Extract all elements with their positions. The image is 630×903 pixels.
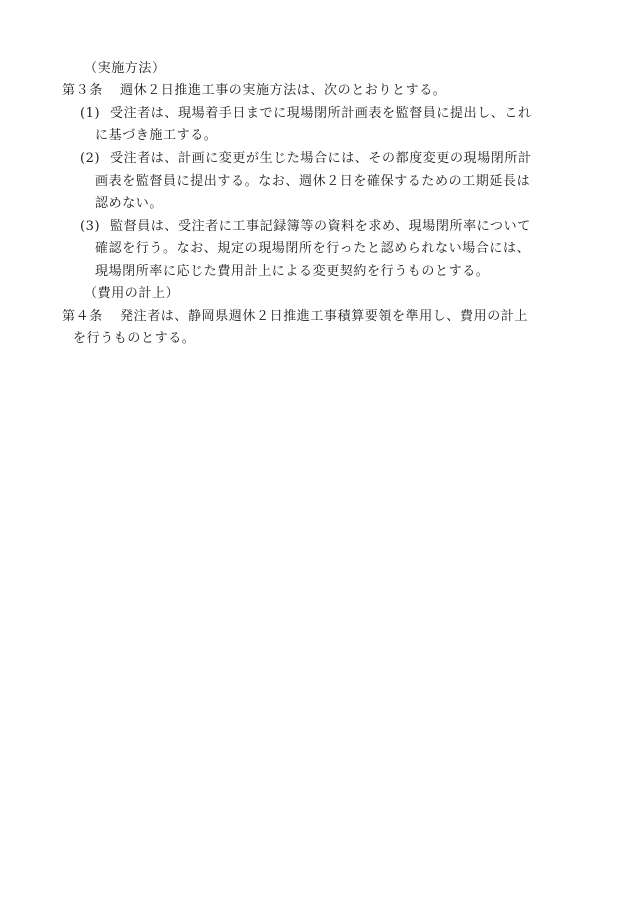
item-1-line-1: 受注者は、現場着手日までに現場閉所計画表を監督員に提出し、これ [110,106,532,121]
item-3-line-1: 監督員は、受注者に工事記録簿等の資料を求め、現場閉所率について [110,219,531,234]
article-4-heading: （費用の計上） [84,286,180,301]
item-3-line-3: 現場閉所率に応じた費用計上による変更契約を行うものとする。 [95,264,490,279]
item-3-line-2: 確認を行う。なお、規定の現場閉所を行ったと認められない場合には、 [95,241,531,256]
article-3-text: 週休２日推進工事の実施方法は、次のとおりとする。 [120,83,447,98]
article-4-label: 第４条 [62,309,103,324]
article-4-line-2: を行うものとする。 [73,331,196,346]
item-2-line-3: 認めない。 [95,196,164,211]
article-4-line-1: 発注者は、静岡県週休２日推進工事積算要領を準用し、費用の計上 [120,309,529,324]
item-1-line-2: に基づき施工する。 [95,128,218,143]
article-3-heading: （実施方法） [84,61,166,76]
item-1-number: (1) [80,106,101,121]
item-2-number: (2) [80,151,101,166]
item-2-line-1: 受注者は、計画に変更が生じた場合には、その都度変更の現場閉所計 [110,151,532,166]
article-3-label: 第３条 [62,83,103,98]
item-3-number: (3) [80,219,101,234]
item-2-line-2: 画表を監督員に提出する。なお、週休２日を確保するための工期延長は [95,174,531,189]
